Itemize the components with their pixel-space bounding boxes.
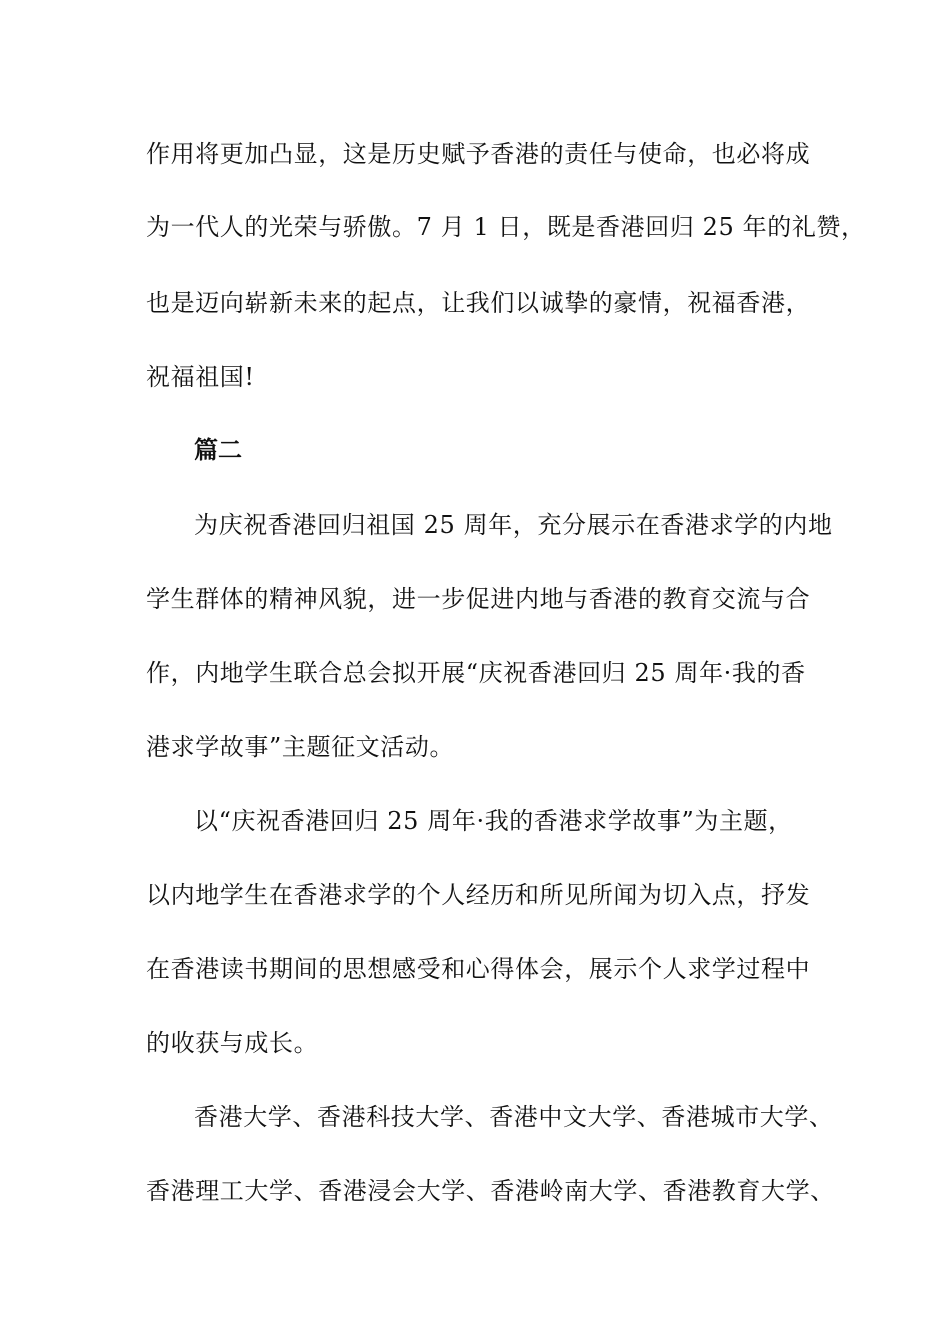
text-line: 港求学故事”主题征文活动。 (146, 733, 455, 761)
text-line: 在香港读书期间的思想感受和心得体会，展示个人求学过程中 (146, 955, 811, 983)
text-line: 的收获与成长。 (146, 1029, 319, 1057)
text-line: 以内地学生在香港求学的个人经历和所见所闻为切入点，抒发 (146, 881, 811, 909)
text-line: 作用将更加凸显，这是历史赋予香港的责任与使命，也必将成 (146, 140, 811, 168)
text-line: 作，内地学生联合总会拟开展“庆祝香港回归 25 周年·我的香 (146, 659, 806, 687)
section-heading: 篇二 (194, 435, 242, 464)
text-line: 祝福祖国! (146, 363, 255, 391)
text-line: 香港理工大学、香港浸会大学、香港岭南大学、香港教育大学、 (146, 1177, 835, 1205)
text-line: 也是迈向崭新未来的起点，让我们以诚挚的豪情，祝福香港， (146, 289, 811, 317)
text-line: 学生群体的精神风貌，进一步促进内地与香港的教育交流与合 (146, 585, 811, 613)
text-line: 为庆祝香港回归祖国 25 周年，充分展示在香港求学的内地 (194, 511, 833, 539)
text-line: 为一代人的光荣与骄傲。7 月 1 日，既是香港回归 25 年的礼赞， (146, 213, 866, 241)
text-line: 以“庆祝香港回归 25 周年·我的香港求学故事”为主题， (194, 807, 793, 835)
text-line: 香港大学、香港科技大学、香港中文大学、香港城市大学、 (194, 1103, 834, 1131)
